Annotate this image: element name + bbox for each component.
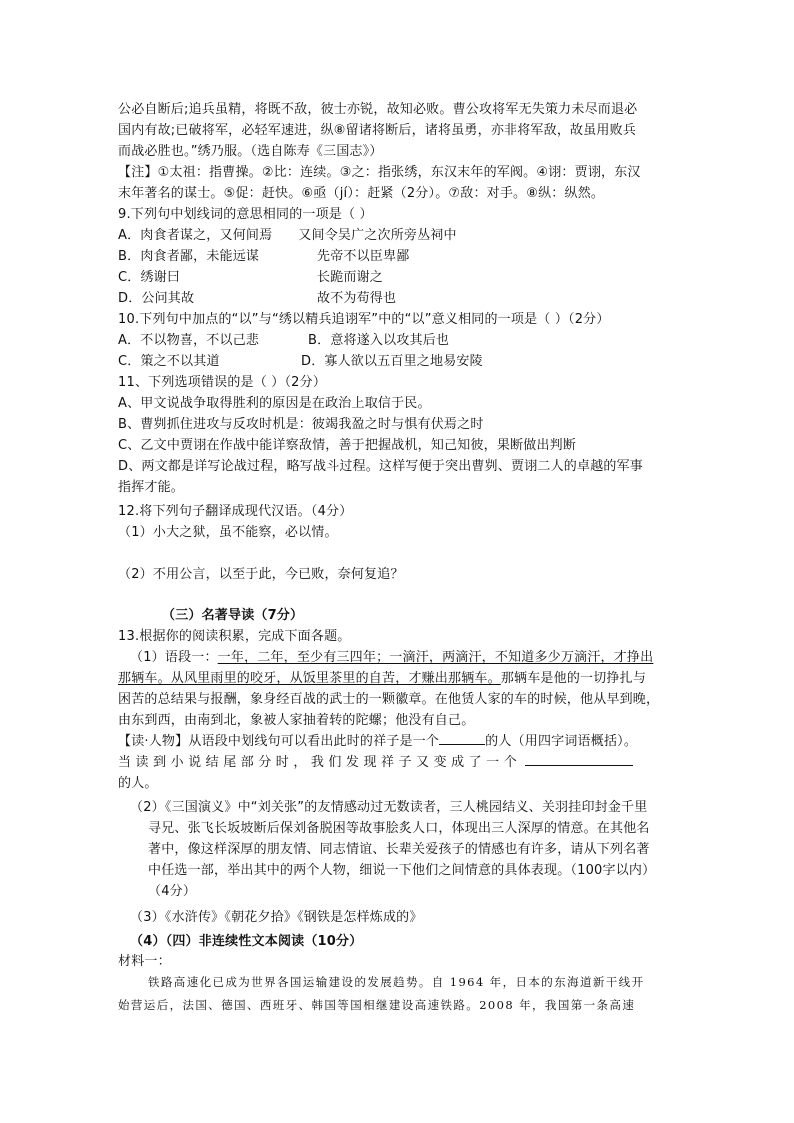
answer-blank-1[interactable] xyxy=(439,732,485,745)
q10-row-cd xyxy=(118,351,483,372)
note-line-2: 末年著名的谋士。⑤促：赶快。⑥亟（jí）：赶紧（2分）。⑦敌：对手。⑧纵：纵然。 xyxy=(118,186,605,201)
q10-stem: 10.下列句中加点的“以”与“绣以精兵追诩军”中的“以”意义相同的一项是（ ）（2分） xyxy=(118,312,610,327)
q13-p1-underlined-2: 那辆车。从风里雨里的咬牙，从饭里茶里的自苦，才赚出那辆车。 xyxy=(118,671,501,686)
q9-option-c xyxy=(118,267,383,288)
q13-read2-text: 当 读 到 小 说 结 尾 部 分 时 ， 我 们 发 现 祥 子 又 变 成 了 一 个 xyxy=(118,755,517,770)
q13-p2-line-1: （2）《三国演义》中“刘关张”的友情感动过无数读者，三人桃园结义、关羽挂印封金千里 xyxy=(130,800,648,815)
q9-c-left: C．绣谢曰 xyxy=(118,270,181,285)
q13-read-line-3: 的人。 xyxy=(118,776,158,791)
q13-read-text-a: 【读·人物】从语段中划线句可以看出此时的祥子是一个 xyxy=(118,734,440,749)
material-label: 材料一： xyxy=(118,954,171,969)
material-line-2: 始营运后，法国、德国、西班牙、韩国等国相继建设高速铁路。2008 年，我国第一条高速 xyxy=(118,998,636,1012)
q11-option-d-line-1: D、两文都是详写论战过程，略写战斗过程。这样写便于突出曹刿、贾诩二人的卓越的军事 xyxy=(118,459,644,474)
q9-a-right: 又间令吴广之次所旁丛祠中 xyxy=(298,228,457,243)
q9-option-a xyxy=(118,225,457,246)
answer-blank-2[interactable] xyxy=(525,753,633,766)
q10-option-b: B．意将遂入以攻其后也 xyxy=(308,333,450,348)
q13-stem: 13.根据你的阅读积累，完成下面各题。 xyxy=(118,629,351,644)
q13-p1-line-1 xyxy=(130,647,653,668)
q9-option-b xyxy=(118,246,409,267)
q9-d-left: D．公问其故 xyxy=(118,291,195,306)
q9-d-right: 故不为苟得也 xyxy=(317,291,397,306)
q9-b-left: B．肉食者鄙，未能远谋 xyxy=(118,249,260,264)
material-line-1: 铁路高速化已成为世界各国运输建设的发展趋势。自 1964 年，日本的东海道新干线开 xyxy=(148,975,645,989)
q12-sentence-2: （2）不用公言，以至于此，今已败，奈何复追？ xyxy=(118,567,404,582)
q12-sentence-1: （1）小大之狱，虽不能察，必以情。 xyxy=(118,525,338,540)
q13-p1-line-4: 由东到西，由南到北，象被人家抽着转的陀螺；他没有自己。 xyxy=(118,713,475,728)
q13-read-line-1 xyxy=(118,731,637,752)
section-3-title: （三）名著导读（7分） xyxy=(162,608,304,623)
q11-option-c: C、乙文中贾诩在作战中能详察敌情，善于把握战机，知己知彼，果断做出判断 xyxy=(118,438,577,453)
q12-stem: 12.将下列句子翻译成现代汉语。（4分） xyxy=(118,504,353,519)
q13-p3: （3）《水浒传》《朝花夕拾》《钢铁是怎样炼成的》 xyxy=(130,910,423,925)
q11-option-b: B、曹刿抓住进攻与反攻时机是：彼竭我盈之时与惧有伏焉之时 xyxy=(118,417,484,432)
section-4-title: （4）（四）非连续性文本阅读（10分） xyxy=(130,934,363,949)
q13-p1-line-2 xyxy=(118,668,646,689)
q10-option-a: A．不以物喜，不以己悲 xyxy=(118,333,260,348)
q13-read-line-2 xyxy=(118,752,633,773)
q10-option-d: D．寡人欲以五百里之地易安陵 xyxy=(301,354,483,369)
passage-line-3: 而战必胜也。”绣乃服。（选自陈寿《三国志》） xyxy=(118,144,383,159)
q13-p2-line-4: 中任选一部，举出其中的两个人物，细说一下他们之间情意的具体表现。（100字以内） xyxy=(148,863,656,878)
note-line-1: 【注】①太祖：指曹操。②比：连续。③之：指张绣，东汉末年的军阀。④诩：贾诩，东汉 xyxy=(118,165,641,180)
q9-stem: 9.下列句中划线词的意思相同的一项是（ ） xyxy=(118,207,373,222)
passage-line-1: 公必自断后;追兵虽精，将既不敌，彼士亦锐，故知必败。曹公攻将军无失策力未尽而退必 xyxy=(118,102,638,117)
q11-stem: 11、下列选项错误的是（ ）（2分） xyxy=(118,375,327,390)
q9-b-right: 先帝不以臣卑鄙 xyxy=(317,249,410,264)
passage-line-2: 国内有故;已破将军，必轻军速进，纵⑧留诸将断后，诸将虽勇，亦非将军敌，故虽用败兵 xyxy=(118,123,637,138)
q13-p1-rest: 那辆车是他的一切挣扎与 xyxy=(500,671,647,686)
q9-c-right: 长跪而谢之 xyxy=(317,270,384,285)
q13-p1-underlined-1: 一年，二年，至少有三四年；一滴汗，两滴汗，不知道多少万滴汗，才挣出 xyxy=(217,650,654,665)
q10-row-ab xyxy=(118,330,449,351)
q11-option-d-line-2: 指挥才能。 xyxy=(118,480,185,495)
q9-option-d xyxy=(118,288,396,309)
q13-p1-label: （1）语段一： xyxy=(130,650,218,665)
q13-p2-line-2: 寻兄、张飞长坂坡断后保刘备脱困等故事脍炙人口，体现出三人深厚的情意。在其他名 xyxy=(148,821,650,836)
q11-option-a: A、甲文说战争取得胜利的原因是在政治上取信于民。 xyxy=(118,396,431,411)
q13-p2-line-5: （4分） xyxy=(148,884,197,899)
q13-p1-line-3: 困苦的总结果与报酬，象身经百战的武士的一颗徽章。在他赁人家的车的时候，他从早到晚， xyxy=(118,692,660,707)
q9-a-left: A．肉食者谋之，又何间焉 xyxy=(118,228,273,243)
q10-option-c: C．策之不以其道 xyxy=(118,354,220,369)
q13-read-text-b: 的人（用四字词语概括）。 xyxy=(485,734,638,749)
q13-p2-line-3: 著中，像这样深厚的朋友情、同志情谊、长辈关爱孩子的情感也有许多，请从下列名著 xyxy=(148,842,650,857)
